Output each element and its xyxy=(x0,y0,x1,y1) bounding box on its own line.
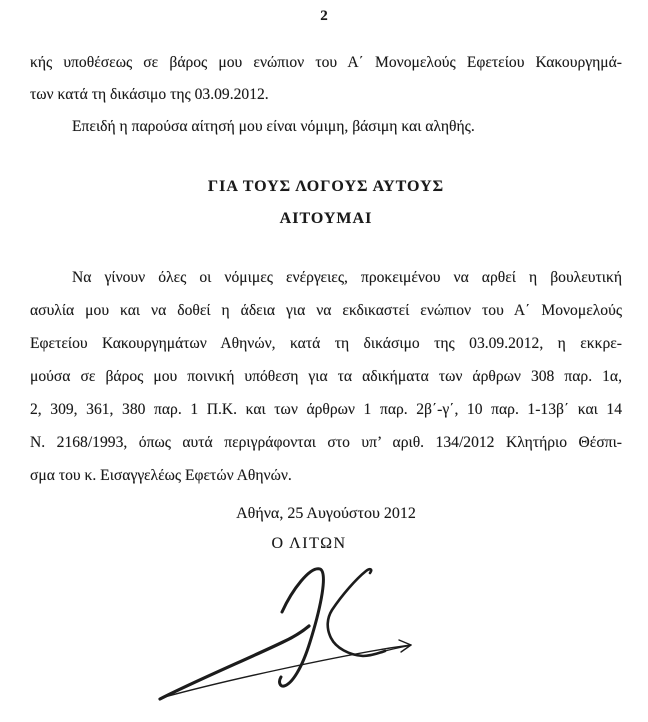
heading-secondary: ΑΙΤΟΥΜΑΙ xyxy=(279,210,373,227)
text-line: ασυλία μου και να δοθεί η άδεια για να εκδικαστεί ενώπιον του Α΄ Μονομελούς xyxy=(30,302,622,319)
text-line: σμα του κ. Εισαγγελέως Εφετών Αθηνών. xyxy=(30,467,292,484)
date-place-line: Αθήνα, 25 Αυγούστου 2012 xyxy=(236,505,416,522)
text-line: Να γίνουν όλες οι νόμιμες ενέργειες, προκειμένου να αρθεί η βουλευτική xyxy=(72,269,622,286)
text-line: Ν. 2168/1993, όπως αυτά περιγράφονται στο υπ’ αριθ. 134/2012 Κλητήριο Θέσπι- xyxy=(30,434,622,451)
paragraph-continuation xyxy=(30,47,622,143)
request-paragraph xyxy=(30,261,622,492)
signer-caption: Ο ΛΙΤΩΝ xyxy=(271,535,347,552)
text-line: μούσα σε βάρος μου ποινική υπόθεση για τα αδικήματα των άρθρων 308 παρ. 1α, xyxy=(30,368,622,385)
text-line: των κατά τη δικάσιμο της 03.09.2012. xyxy=(30,86,269,103)
text-line: 2, 309, 361, 380 παρ. 1 Π.Κ. και των άρθρων 1 παρ. 2β΄-γ΄, 10 παρ. 1-13β΄ και 14 xyxy=(30,401,622,418)
premise-line: Επειδή η παρούσα αίτησή μου είναι νόμιμη, βάσιμη και αληθής. xyxy=(72,118,475,135)
closing-block xyxy=(30,499,622,559)
page-number: 2 xyxy=(320,8,328,24)
text-line: κής υποθέσεως σε βάρος μου ενώπιον του Α΄ Μονομελούς Εφετείου Κακουργημά- xyxy=(30,54,622,71)
headings xyxy=(30,171,622,235)
text-line: Εφετείου Κακουργημάτων Αθηνών, κατά τη δικάσιμο της 03.09.2012, η εκκρε- xyxy=(30,335,622,352)
signature xyxy=(120,560,520,722)
handwritten-signature-icon xyxy=(120,560,520,722)
heading-primary: ΓΙΑ ΤΟΥΣ ΛΟΓΟΥΣ ΑΥΤΟΥΣ xyxy=(207,178,445,195)
